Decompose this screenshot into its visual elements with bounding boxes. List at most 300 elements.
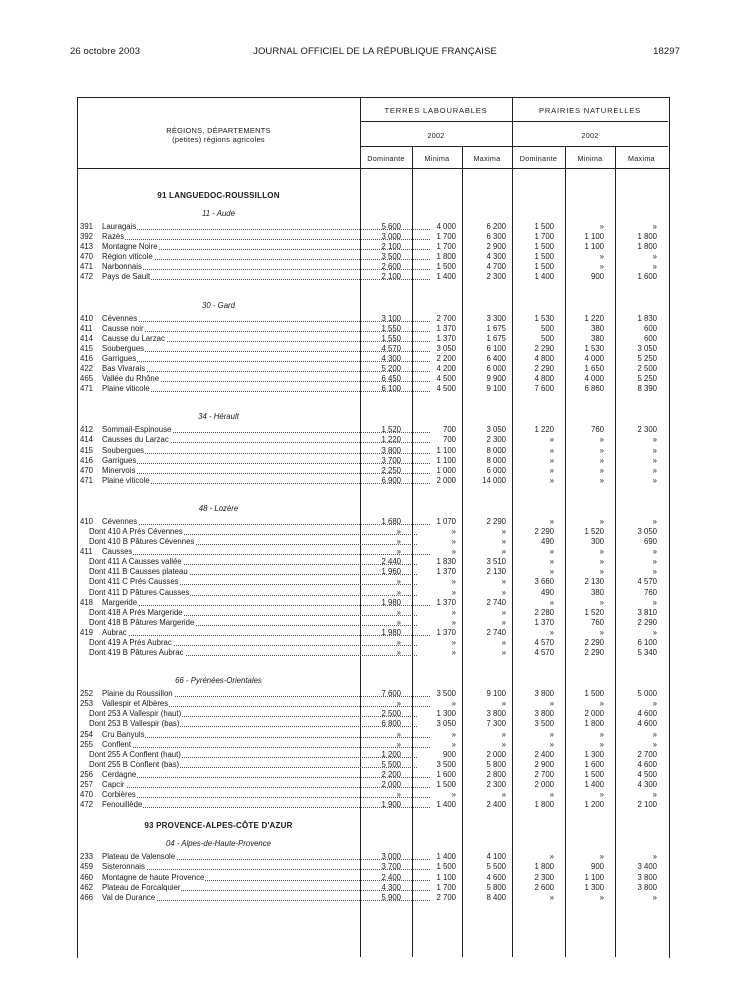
region-name-label: Dont 410 B Pâtures Cévennes	[89, 537, 195, 547]
page-number: 18297	[653, 46, 680, 57]
table-row	[77, 709, 668, 719]
value-cell: 1 300	[584, 882, 604, 892]
region-name-label: Dont 411 C Prés Causses	[89, 577, 179, 587]
value-cell: 5 250	[637, 374, 657, 384]
header-rule	[360, 146, 668, 147]
value-cell: 1 520	[381, 425, 401, 435]
value-cell: 2 400	[381, 872, 401, 882]
value-cell: »	[652, 567, 657, 577]
table-body	[77, 186, 668, 903]
value-cell: »	[501, 577, 506, 587]
value-cell: »	[549, 739, 554, 749]
value-cell: »	[451, 607, 456, 617]
value-cell: 600	[643, 323, 657, 333]
value-cell: 5 600	[381, 222, 401, 231]
region-code: 411	[80, 547, 93, 557]
value-cell: 4 800	[534, 374, 554, 384]
value-cell: 2 400	[486, 800, 506, 810]
value-cell: »	[599, 445, 604, 455]
value-cell: 6 300	[486, 232, 506, 242]
table-row	[77, 719, 668, 729]
col-header-dominante: Dominante	[367, 154, 405, 163]
value-cell: 1 980	[381, 627, 401, 637]
value-cell: 6 800	[381, 719, 401, 729]
region-name-label: Corbières	[102, 790, 136, 800]
value-cell: »	[396, 526, 401, 536]
department-title: 48 - Lozère	[198, 503, 239, 513]
region-name-label: Vallespir et Albères	[102, 699, 169, 709]
region-code: 257	[80, 780, 94, 790]
region-code: 472	[80, 272, 94, 282]
value-cell: 1 900	[381, 800, 401, 810]
value-cell: 4 500	[637, 769, 657, 779]
value-cell: 8 390	[637, 384, 657, 394]
value-cell: »	[451, 739, 456, 749]
region-name-label: Soubergues	[102, 343, 145, 353]
region-code: 413	[80, 242, 94, 252]
value-cell: 1 100	[436, 445, 456, 455]
table-row	[77, 577, 668, 587]
value-cell: »	[451, 537, 456, 547]
value-cell: 2 300	[637, 425, 657, 435]
value-cell: 2 000	[584, 709, 604, 719]
region-header-line1: RÉGIONS, DÉPARTEMENTS	[166, 126, 271, 135]
region-name-label: Garrigues	[102, 353, 137, 363]
value-cell: 3 000	[381, 232, 401, 242]
value-cell: 6 200	[486, 222, 506, 231]
value-cell: 2 700	[534, 769, 554, 779]
table-row	[77, 699, 668, 709]
value-cell: 2 740	[486, 627, 506, 637]
value-cell: »	[451, 547, 456, 557]
value-cell: »	[396, 638, 401, 647]
value-cell: 1 100	[436, 455, 456, 465]
value-cell: 760	[590, 617, 604, 627]
value-cell: 14 000	[482, 475, 506, 485]
value-cell: »	[549, 475, 554, 485]
value-cell: 7 300	[486, 719, 506, 729]
region-code: 410	[80, 313, 94, 323]
value-cell: 6 100	[486, 343, 506, 353]
value-cell: 1 400	[436, 800, 456, 810]
department-title: 11 - Aude	[202, 209, 235, 218]
region-code: 255	[80, 739, 94, 749]
table-row	[77, 618, 668, 628]
region-name-label: Cru Banyuls	[102, 729, 145, 739]
value-cell: 5 200	[381, 364, 401, 374]
value-cell: 2 290	[486, 516, 506, 526]
value-cell: »	[396, 790, 401, 800]
value-cell: 2 200	[436, 353, 456, 363]
value-cell: 1 800	[534, 862, 554, 872]
value-cell: 4 500	[436, 384, 456, 394]
region-code: 253	[80, 699, 94, 709]
region-name-label: Sommail-Espinouse	[102, 425, 172, 435]
value-cell: 4 570	[381, 343, 401, 353]
value-cell: »	[501, 699, 506, 709]
value-cell: 1 370	[436, 627, 456, 637]
value-cell: »	[549, 516, 554, 526]
value-cell: »	[652, 790, 657, 800]
value-cell: »	[652, 852, 657, 862]
value-cell: 3 810	[637, 607, 657, 617]
value-cell: »	[396, 729, 401, 739]
value-cell: 2 130	[486, 567, 506, 577]
value-cell: 4 800	[534, 353, 554, 363]
value-cell: 380	[590, 333, 604, 343]
region-code: 471	[80, 262, 94, 272]
value-cell: 2 000	[381, 780, 401, 790]
region-name-label: Dont 253 A Vallespir (haut)	[89, 709, 182, 719]
region-name-label: Capcir	[102, 780, 125, 790]
value-cell: 1 600	[436, 769, 456, 779]
value-cell: 1 370	[436, 333, 456, 343]
value-cell: 2 300	[486, 780, 506, 790]
value-cell: 2 500	[381, 709, 401, 719]
region-name-label: Cévennes	[102, 516, 138, 526]
value-cell: 1 220	[534, 425, 554, 435]
value-cell: 3 500	[534, 719, 554, 729]
value-cell: »	[599, 699, 604, 709]
value-cell: »	[599, 222, 604, 231]
value-cell: »	[652, 445, 657, 455]
value-cell: »	[549, 597, 554, 607]
value-cell: 4 600	[637, 719, 657, 729]
region-name-label: Garrigues	[102, 455, 137, 465]
value-cell: »	[599, 739, 604, 749]
value-cell: »	[451, 790, 456, 800]
value-cell: »	[396, 587, 401, 597]
region-code: 466	[80, 892, 94, 902]
value-cell: 5 340	[637, 648, 657, 658]
table-row	[77, 466, 668, 476]
value-cell: »	[549, 627, 554, 637]
value-cell: »	[549, 455, 554, 465]
region-name-label: Dont 255 B Conflent (bas)	[89, 759, 180, 769]
value-cell: 1 530	[584, 343, 604, 353]
value-cell: 1 070	[436, 516, 456, 526]
value-cell: 1 675	[486, 333, 506, 343]
region-code: 412	[80, 425, 94, 435]
group-header-terres: TERRES LABOURABLES	[384, 106, 488, 115]
value-cell: 2 600	[534, 882, 554, 892]
value-cell: »	[599, 892, 604, 902]
value-cell: 1 650	[584, 364, 604, 374]
value-cell: 4 100	[486, 852, 506, 862]
table-row	[77, 344, 668, 354]
value-cell: 3 800	[534, 689, 554, 699]
value-cell: 2 300	[486, 435, 506, 445]
value-cell: »	[599, 435, 604, 445]
value-cell: 2 500	[637, 364, 657, 374]
value-cell: 3 800	[486, 709, 506, 719]
table-row	[77, 354, 668, 364]
value-cell: »	[652, 547, 657, 557]
table-row	[77, 730, 668, 740]
value-cell: 2 700	[436, 313, 456, 323]
value-cell: 3 050	[637, 343, 657, 353]
value-cell: 3 800	[637, 882, 657, 892]
region-name-label: Aubrac	[102, 627, 127, 637]
table-row	[77, 527, 668, 537]
value-cell: 3 510	[486, 557, 506, 567]
value-cell: »	[501, 537, 506, 547]
value-cell: »	[396, 547, 401, 557]
table-row	[77, 242, 668, 252]
value-cell: »	[549, 852, 554, 862]
value-cell: 4 200	[436, 364, 456, 374]
value-cell: 1 370	[436, 323, 456, 333]
value-cell: »	[599, 262, 604, 272]
value-cell: 3 000	[381, 852, 401, 862]
value-cell: 2 900	[534, 759, 554, 769]
table-row	[77, 364, 668, 374]
value-cell: 600	[643, 333, 657, 343]
value-cell: »	[599, 557, 604, 567]
value-cell: »	[501, 607, 506, 617]
value-cell: »	[501, 648, 506, 658]
value-cell: 3 100	[381, 313, 401, 323]
value-cell: »	[549, 465, 554, 475]
region-name-label: Conflent	[102, 739, 132, 749]
region-code: 414	[80, 333, 94, 343]
value-cell: 1 700	[436, 242, 456, 252]
region-title: 93 PROVENCE-ALPES-CÔTE D'AZUR	[144, 821, 293, 831]
value-cell: 3 050	[436, 343, 456, 353]
value-cell: »	[549, 435, 554, 445]
table-row	[77, 517, 668, 527]
value-cell: 4 600	[637, 759, 657, 769]
region-name-label: Vallée du Rhône	[102, 374, 160, 384]
region-name-label: Montagne Noire	[102, 242, 158, 252]
header-date: 26 octobre 2003	[70, 46, 141, 57]
value-cell: 7 600	[381, 689, 401, 699]
value-cell: 300	[590, 537, 604, 547]
value-cell: 1 100	[436, 872, 456, 882]
region-name-label: Plateau de Forcalquier	[102, 882, 181, 892]
region-name-label: Fenouillède	[102, 800, 143, 810]
value-cell: »	[501, 739, 506, 749]
value-cell: 1 800	[584, 719, 604, 729]
value-cell: 1 100	[584, 242, 604, 252]
table-row	[77, 750, 668, 760]
value-cell: 1 300	[584, 749, 604, 759]
table-row	[77, 852, 668, 862]
region-name-label: Causse du Larzac	[102, 333, 165, 343]
col-header-maxima: Maxima	[628, 154, 655, 163]
table-row	[77, 537, 668, 547]
value-cell: 5 500	[486, 862, 506, 872]
region-code: 392	[80, 232, 94, 242]
value-cell: 2 290	[584, 638, 604, 647]
region-code: 252	[80, 689, 94, 699]
value-cell: »	[501, 790, 506, 800]
value-cell: »	[501, 526, 506, 536]
value-cell: »	[599, 627, 604, 637]
value-cell: 5 250	[637, 353, 657, 363]
value-cell: 900	[442, 749, 456, 759]
table-row	[77, 262, 668, 272]
table-row	[77, 324, 668, 334]
value-cell: »	[451, 617, 456, 627]
value-cell: »	[549, 892, 554, 902]
value-cell: 9 100	[486, 384, 506, 394]
value-cell: 3 050	[436, 719, 456, 729]
value-cell: 1 500	[584, 769, 604, 779]
value-cell: »	[501, 547, 506, 557]
table-row	[77, 608, 668, 618]
value-cell: 1 800	[436, 252, 456, 262]
value-cell: 3 800	[381, 445, 401, 455]
value-cell: »	[451, 577, 456, 587]
journal-title: JOURNAL OFFICIEL DE LA RÉPUBLIQUE FRANÇAISE	[253, 46, 497, 57]
value-cell: 1 800	[534, 800, 554, 810]
table-row	[77, 384, 668, 394]
value-cell: 1 700	[436, 882, 456, 892]
value-cell: »	[451, 729, 456, 739]
value-cell: 1 600	[637, 272, 657, 282]
value-cell: 1 000	[436, 465, 456, 475]
value-cell: 4 700	[486, 262, 506, 272]
region-name-label: Dont 410 A Prés Cévennes	[89, 526, 183, 536]
value-cell: 1 100	[584, 232, 604, 242]
value-cell: 3 050	[637, 526, 657, 536]
value-cell: 6 000	[486, 364, 506, 374]
value-cell: »	[396, 607, 401, 617]
region-name-label: Dont 419 A Prés Aubrac	[89, 638, 172, 647]
value-cell: 1 300	[436, 709, 456, 719]
region-code: 460	[80, 872, 94, 882]
value-cell: 2 300	[534, 872, 554, 882]
value-cell: 2 740	[486, 597, 506, 607]
value-cell: 1 675	[486, 323, 506, 333]
department-title: 34 - Hérault	[198, 412, 239, 422]
value-cell: 1 400	[584, 780, 604, 790]
value-cell: 1 800	[637, 242, 657, 252]
value-cell: 6 000	[486, 465, 506, 475]
value-cell: »	[599, 597, 604, 607]
value-cell: 1 500	[534, 242, 554, 252]
value-cell: 700	[442, 425, 456, 435]
value-cell: »	[599, 475, 604, 485]
table-row	[77, 557, 668, 567]
value-cell: 700	[442, 435, 456, 445]
region-code: 465	[80, 374, 94, 384]
value-cell: 690	[643, 537, 657, 547]
value-cell: 1 220	[584, 313, 604, 323]
value-cell: 1 530	[534, 313, 554, 323]
value-cell: 1 400	[534, 272, 554, 282]
region-code: 470	[80, 465, 94, 475]
table-row	[77, 760, 668, 770]
region-code: 470	[80, 790, 94, 800]
value-cell: »	[501, 587, 506, 597]
value-cell: 1 500	[436, 262, 456, 272]
region-name-label: Causse noir	[102, 323, 144, 333]
table-row	[77, 770, 668, 780]
region-name-label: Lauragais	[102, 222, 137, 231]
region-name-label: Dont 253 B Vallespir (bas)	[89, 719, 180, 729]
value-cell: 3 500	[381, 252, 401, 262]
table-row	[77, 476, 668, 486]
value-cell: »	[549, 729, 554, 739]
value-cell: »	[396, 617, 401, 627]
value-cell: 3 800	[637, 872, 657, 882]
region-code: 254	[80, 729, 94, 739]
col-header-minima: Minima	[424, 154, 450, 163]
value-cell: 1 100	[584, 872, 604, 882]
value-cell: 2 280	[534, 607, 554, 617]
value-cell: 6 100	[381, 384, 401, 394]
value-cell: »	[549, 790, 554, 800]
value-cell: »	[501, 638, 506, 647]
value-cell: 1 830	[637, 313, 657, 323]
value-cell: 3 800	[534, 709, 554, 719]
value-cell: 4 300	[486, 252, 506, 262]
value-cell: 8 000	[486, 445, 506, 455]
value-cell: 4 600	[486, 872, 506, 882]
value-cell: »	[451, 526, 456, 536]
value-cell: »	[652, 262, 657, 272]
value-cell: »	[652, 455, 657, 465]
value-cell: »	[451, 648, 456, 658]
value-cell: 4 300	[637, 780, 657, 790]
value-cell: 2 300	[486, 272, 506, 282]
value-cell: 1 680	[381, 516, 401, 526]
table-row	[77, 547, 668, 557]
table-row	[77, 374, 668, 384]
value-cell: 1 220	[381, 435, 401, 445]
value-cell: 2 700	[637, 749, 657, 759]
value-cell: »	[652, 252, 657, 262]
region-name-label: Dont 418 B Pâtures Margeride	[89, 617, 195, 627]
value-cell: 760	[590, 425, 604, 435]
value-cell: 2 800	[486, 769, 506, 779]
value-cell: 2 290	[534, 343, 554, 353]
region-code: 472	[80, 800, 94, 810]
value-cell: »	[599, 852, 604, 862]
value-cell: 4 300	[381, 353, 401, 363]
value-cell: 1 370	[436, 567, 456, 577]
value-cell: »	[599, 567, 604, 577]
year-header-terres: 2002	[427, 131, 445, 140]
value-cell: 1 200	[584, 800, 604, 810]
value-cell: 1 800	[637, 232, 657, 242]
table-row	[77, 314, 668, 324]
region-code: 471	[80, 475, 94, 485]
region-name-label: Dont 419 B Pâtures Aubrac	[89, 648, 184, 658]
value-cell: 2 000	[436, 475, 456, 485]
region-name-label: Dont 411 D Pâtures Causses	[89, 587, 190, 597]
value-cell: 2 290	[534, 364, 554, 374]
table-row	[77, 567, 668, 577]
region-code: 459	[80, 862, 94, 872]
region-name-label: Pays de Sault	[102, 272, 151, 282]
value-cell: »	[396, 699, 401, 709]
group-header-prairies: PRAIRIES NATURELLES	[539, 106, 641, 115]
table-row	[77, 893, 668, 903]
region-name-label: Montagne de haute Provence	[102, 872, 205, 882]
value-cell: »	[599, 516, 604, 526]
value-cell: »	[652, 699, 657, 709]
table-row	[77, 638, 668, 648]
value-cell: 1 550	[381, 333, 401, 343]
value-cell: 380	[590, 323, 604, 333]
value-cell: 5 800	[486, 882, 506, 892]
region-code: 422	[80, 364, 94, 374]
value-cell: »	[451, 638, 456, 647]
value-cell: 1 700	[534, 232, 554, 242]
